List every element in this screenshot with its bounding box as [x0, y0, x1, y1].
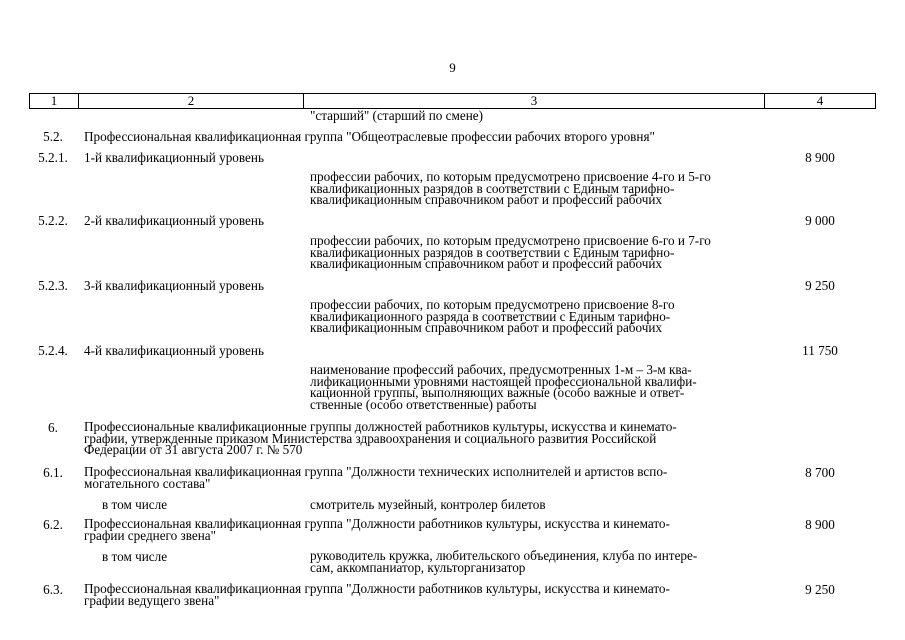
continuation-text: "старший" (старший по смене)	[310, 108, 484, 123]
row-num: 6.3.	[43, 582, 63, 597]
row-name: 2-й квалификационный уровень	[84, 213, 264, 228]
row-name: Профессиональная квалификационная группа "Должности работников культуры, искусства и кинемато- графии среднего звена"	[84, 516, 670, 543]
row-num: 5.2.2.	[38, 213, 68, 228]
row-num: 5.2.	[43, 129, 63, 144]
row-sum: 8 700	[805, 465, 835, 480]
row-num: 5.2.4.	[38, 343, 68, 358]
row-name: 3-й квалификационный уровень	[84, 278, 264, 293]
row-name: Профессиональные квалификационные группы должностей работников культуры, искусства и кинемато- графии, утвержденные приказом Министерства здравоохранения и социального развития Российской Федерации от 31 августа 2007 г. № 570	[84, 419, 677, 457]
row-desc: профессии рабочих, по которым предусмотрено присвоение 6-го и 7-го квалификационных разрядов в соответствии с Единым тарифно- квалификационным справочником работ и профессий рабочих	[310, 233, 711, 271]
row-num: 6.	[48, 420, 58, 435]
header-col-1: 1	[50, 93, 58, 108]
row-sum: 8 900	[805, 517, 835, 532]
row-desc: профессии рабочих, по которым предусмотрено присвоение 8-го квалификационного разряда в соответствии с Единым тарифно- квалификационным справочником работ и профессий рабочих	[310, 297, 675, 335]
row-name: 1-й квалификационный уровень	[84, 150, 264, 165]
row-sum: 9 250	[805, 582, 835, 597]
row-sum: 8 900	[805, 150, 835, 165]
row-including: в том числе	[102, 549, 168, 564]
row-desc: руководитель кружка, любительского объединения, клуба по интере- сам, аккомпаниатор, культорганизатор	[310, 548, 698, 575]
row-sum: 9 000	[805, 213, 835, 228]
row-desc: наименование профессий рабочих, предусмотренных 1-м – 3-м ква- лификационными уровнями настоящей профессиональной квалифи- кационной группы, выполняющих важные (особо важные и ответ- ственные (особо ответственные) работы	[310, 362, 697, 412]
table-header	[29, 93, 876, 109]
page-number: 9	[449, 60, 456, 75]
row-name: Профессиональная квалификационная группа "Общеотраслевые профессии рабочих второго уровня"	[84, 129, 655, 144]
row-num: 5.2.1.	[38, 150, 68, 165]
row-num: 6.1.	[43, 465, 63, 480]
header-col-4: 4	[816, 93, 824, 108]
header-col-3: 3	[530, 93, 538, 108]
row-desc: профессии рабочих, по которым предусмотрено присвоение 4-го и 5-го квалификационных разрядов в соответствии с Единым тарифно- квалификационным справочником работ и профессий рабочих	[310, 169, 711, 207]
row-sum: 9 250	[805, 278, 835, 293]
row-name: Профессиональная квалификационная группа "Должности технических исполнителей и артистов вспо- могательного состава"	[84, 464, 668, 491]
row-including: в том числе	[102, 497, 168, 512]
row-num: 5.2.3.	[38, 278, 68, 293]
header-col-2: 2	[187, 93, 195, 108]
row-desc: смотритель музейный, контролер билетов	[310, 497, 546, 512]
row-name: 4-й квалификационный уровень	[84, 343, 264, 358]
row-name: Профессиональная квалификационная группа "Должности работников культуры, искусства и кинемато- графии ведущего звена"	[84, 581, 670, 608]
row-num: 6.2.	[43, 517, 63, 532]
row-sum: 11 750	[802, 343, 838, 358]
